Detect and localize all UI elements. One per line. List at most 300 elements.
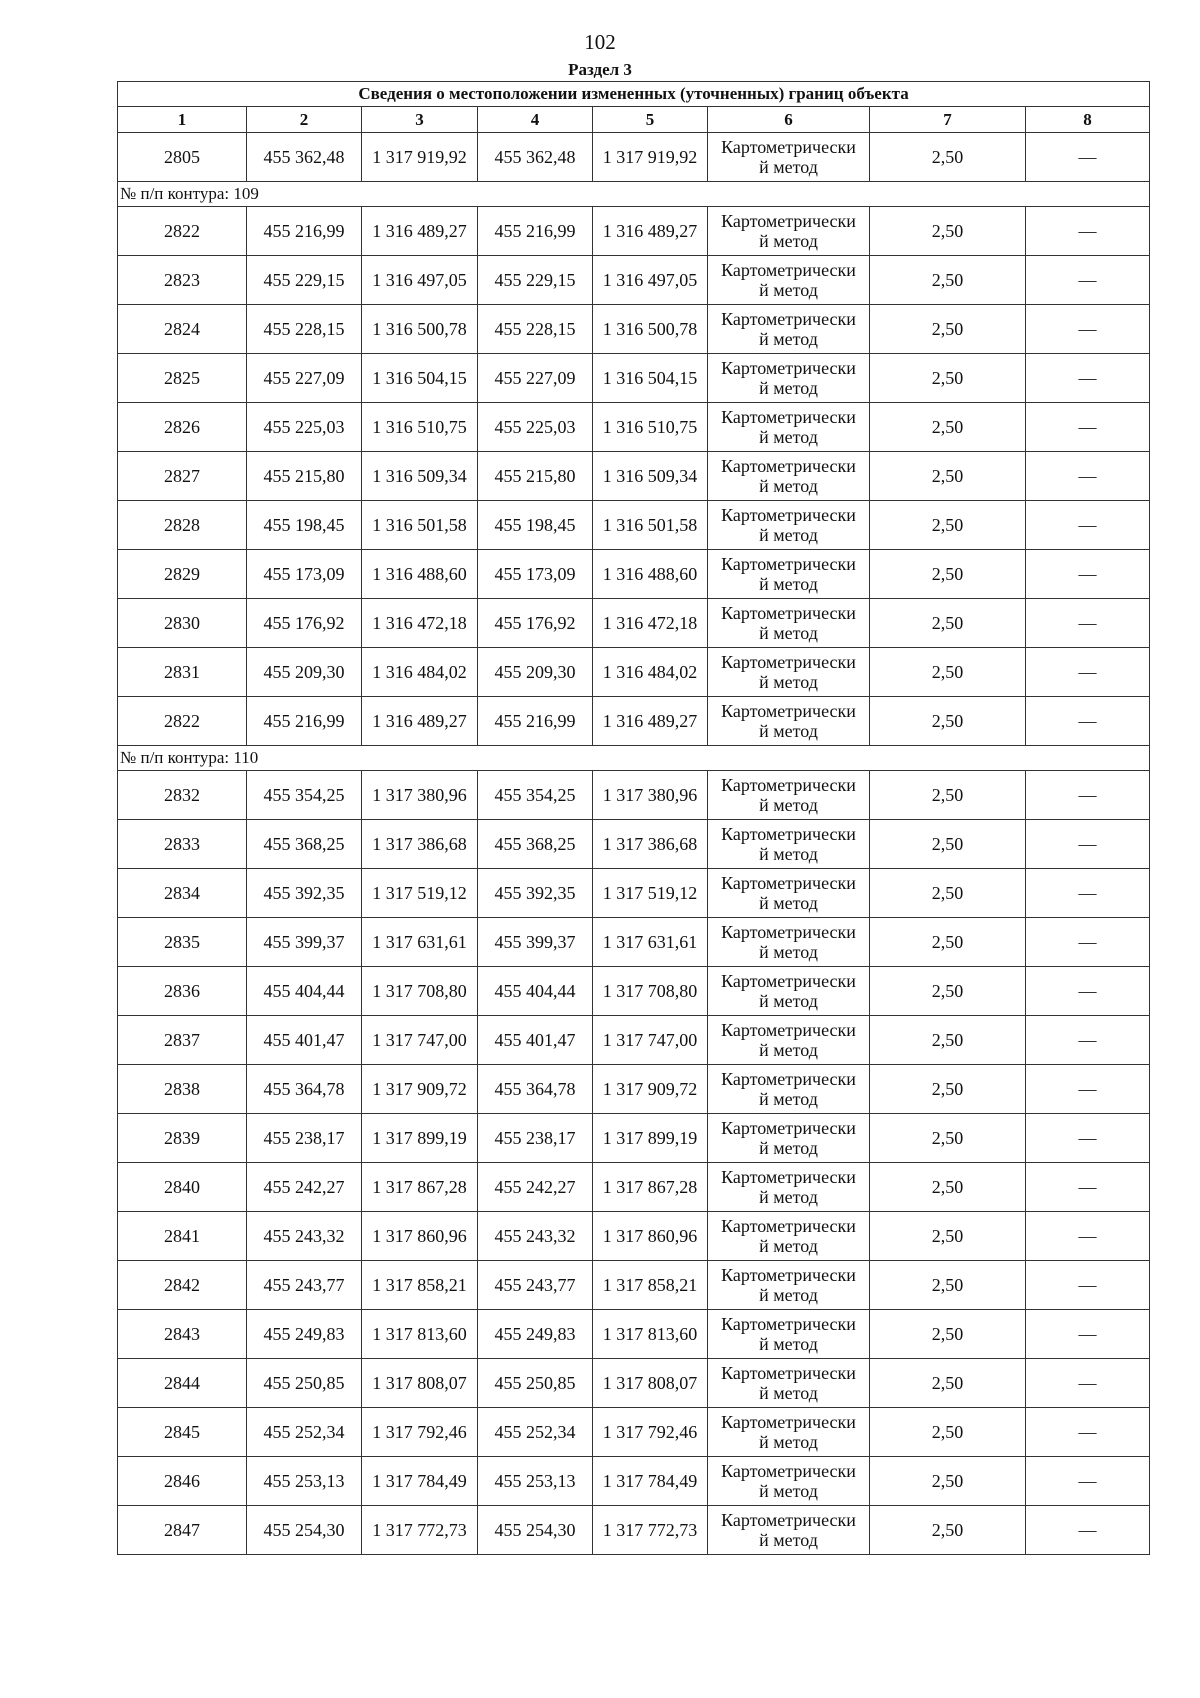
new-y: 1 317 708,80 [593,967,708,1016]
determination-method [708,697,870,746]
new-y: 1 316 510,75 [593,403,708,452]
existing-x: 455 252,34 [247,1408,362,1457]
existing-x: 455 242,27 [247,1163,362,1212]
existing-y: 1 317 519,12 [362,869,478,918]
description-dash: — [1026,967,1150,1016]
new-x: 455 404,44 [478,967,593,1016]
method-line: Картометрически [721,824,856,844]
method-line: Картометрически [721,1314,856,1334]
description-dash: — [1026,1261,1150,1310]
section-title: Раздел 3 [568,60,632,79]
new-x: 455 250,85 [478,1359,593,1408]
description-dash: — [1026,207,1150,256]
accuracy: 2,50 [870,1114,1026,1163]
method-line: й метод [759,1334,818,1354]
determination-method [708,501,870,550]
new-x: 455 243,77 [478,1261,593,1310]
new-x: 455 229,15 [478,256,593,305]
determination-method [708,820,870,869]
accuracy: 2,50 [870,1261,1026,1310]
existing-y: 1 316 489,27 [362,207,478,256]
existing-x: 455 243,32 [247,1212,362,1261]
existing-x: 455 354,25 [247,771,362,820]
accuracy: 2,50 [870,1310,1026,1359]
existing-y: 1 317 858,21 [362,1261,478,1310]
new-y: 1 317 747,00 [593,1016,708,1065]
existing-y: 1 316 472,18 [362,599,478,648]
table-row [118,207,1150,256]
point-number: 2830 [118,599,247,648]
existing-x: 455 229,15 [247,256,362,305]
determination-method [708,869,870,918]
table-row [118,305,1150,354]
accuracy: 2,50 [870,1359,1026,1408]
existing-y: 1 316 510,75 [362,403,478,452]
method-line: Картометрически [721,554,856,574]
description-dash: — [1026,133,1150,182]
existing-y: 1 317 899,19 [362,1114,478,1163]
accuracy: 2,50 [870,869,1026,918]
method-line: Картометрически [721,603,856,623]
new-y: 1 317 858,21 [593,1261,708,1310]
accuracy: 2,50 [870,967,1026,1016]
existing-y: 1 316 497,05 [362,256,478,305]
table-row [118,1261,1150,1310]
point-number: 2844 [118,1359,247,1408]
existing-y: 1 317 813,60 [362,1310,478,1359]
point-number: 2840 [118,1163,247,1212]
method-line: Картометрически [721,1412,856,1432]
description-dash: — [1026,599,1150,648]
point-number: 2847 [118,1506,247,1555]
determination-method [708,1408,870,1457]
point-number: 2823 [118,256,247,305]
method-line: й метод [759,1383,818,1403]
new-y: 1 316 500,78 [593,305,708,354]
accuracy: 2,50 [870,1457,1026,1506]
table-row [118,1310,1150,1359]
point-number: 2834 [118,869,247,918]
method-line: й метод [759,525,818,545]
point-number: 2822 [118,697,247,746]
determination-method [708,550,870,599]
determination-method [708,648,870,697]
determination-method [708,256,870,305]
new-y: 1 317 860,96 [593,1212,708,1261]
table-row [118,256,1150,305]
accuracy: 2,50 [870,1212,1026,1261]
method-line: Картометрически [721,407,856,427]
existing-x: 455 227,09 [247,354,362,403]
method-line: й метод [759,623,818,643]
existing-x: 455 173,09 [247,550,362,599]
accuracy: 2,50 [870,550,1026,599]
description-dash: — [1026,305,1150,354]
method-line: Картометрически [721,260,856,280]
description-dash: — [1026,1408,1150,1457]
table-row [118,403,1150,452]
existing-y: 1 317 792,46 [362,1408,478,1457]
new-y: 1 317 808,07 [593,1359,708,1408]
existing-y: 1 317 747,00 [362,1016,478,1065]
method-line: й метод [759,476,818,496]
accuracy: 2,50 [870,501,1026,550]
new-y: 1 317 792,46 [593,1408,708,1457]
method-line: Картометрически [721,652,856,672]
existing-x: 455 209,30 [247,648,362,697]
new-x: 455 238,17 [478,1114,593,1163]
new-x: 455 225,03 [478,403,593,452]
new-x: 455 216,99 [478,697,593,746]
accuracy: 2,50 [870,305,1026,354]
existing-y: 1 316 489,27 [362,697,478,746]
column-header: 6 [708,107,870,133]
determination-method [708,771,870,820]
contour-label [118,746,1150,771]
contour-row [118,746,1150,771]
method-line: Картометрически [721,873,856,893]
method-line: Картометрически [721,211,856,231]
method-line: й метод [759,157,818,177]
column-header: 2 [247,107,362,133]
accuracy: 2,50 [870,820,1026,869]
existing-x: 455 176,92 [247,599,362,648]
existing-y: 1 317 708,80 [362,967,478,1016]
contour-prefix: № п/п контура: [120,748,230,767]
point-number: 2829 [118,550,247,599]
table-row [118,133,1150,182]
determination-method [708,1163,870,1212]
new-y: 1 317 772,73 [593,1506,708,1555]
description-dash: — [1026,550,1150,599]
point-number: 2842 [118,1261,247,1310]
description-dash: — [1026,354,1150,403]
column-header: 4 [478,107,593,133]
existing-x: 455 401,47 [247,1016,362,1065]
new-x: 455 401,47 [478,1016,593,1065]
method-line: й метод [759,721,818,741]
method-line: й метод [759,1236,818,1256]
contour-number: 109 [233,184,259,203]
column-header: 7 [870,107,1026,133]
point-number: 2837 [118,1016,247,1065]
method-line: Картометрически [721,1461,856,1481]
method-line: й метод [759,329,818,349]
existing-y: 1 317 919,92 [362,133,478,182]
description-dash: — [1026,1016,1150,1065]
table-row [118,354,1150,403]
accuracy: 2,50 [870,256,1026,305]
accuracy: 2,50 [870,1408,1026,1457]
existing-x: 455 254,30 [247,1506,362,1555]
new-y: 1 316 472,18 [593,599,708,648]
new-y: 1 317 631,61 [593,918,708,967]
method-line: й метод [759,1481,818,1501]
determination-method [708,1457,870,1506]
accuracy: 2,50 [870,1016,1026,1065]
new-y: 1 317 519,12 [593,869,708,918]
existing-x: 455 243,77 [247,1261,362,1310]
accuracy: 2,50 [870,648,1026,697]
point-number: 2843 [118,1310,247,1359]
method-line: Картометрически [721,1069,856,1089]
existing-y: 1 316 488,60 [362,550,478,599]
method-line: Картометрически [721,775,856,795]
existing-x: 455 404,44 [247,967,362,1016]
existing-y: 1 316 500,78 [362,305,478,354]
method-line: й метод [759,991,818,1011]
existing-y: 1 316 504,15 [362,354,478,403]
existing-y: 1 316 501,58 [362,501,478,550]
column-header-row [118,107,1150,133]
column-header: 3 [362,107,478,133]
description-dash: — [1026,452,1150,501]
determination-method [708,305,870,354]
new-y: 1 316 488,60 [593,550,708,599]
method-line: Картометрически [721,1363,856,1383]
description-dash: — [1026,1457,1150,1506]
method-line: й метод [759,574,818,594]
table-row [118,967,1150,1016]
existing-x: 455 368,25 [247,820,362,869]
method-line: Картометрически [721,505,856,525]
table-row [118,501,1150,550]
existing-x: 455 215,80 [247,452,362,501]
accuracy: 2,50 [870,452,1026,501]
description-dash: — [1026,1506,1150,1555]
determination-method [708,207,870,256]
new-x: 455 227,09 [478,354,593,403]
accuracy: 2,50 [870,1506,1026,1555]
column-header: 5 [593,107,708,133]
column-header: 8 [1026,107,1150,133]
new-y: 1 316 504,15 [593,354,708,403]
new-x: 455 228,15 [478,305,593,354]
point-number: 2827 [118,452,247,501]
table-row [118,820,1150,869]
point-number: 2825 [118,354,247,403]
description-dash: — [1026,501,1150,550]
boundary-coordinates-table [117,81,1150,1555]
description-dash: — [1026,648,1150,697]
determination-method [708,1359,870,1408]
new-x: 455 215,80 [478,452,593,501]
existing-y: 1 317 380,96 [362,771,478,820]
new-x: 455 252,34 [478,1408,593,1457]
new-x: 455 176,92 [478,599,593,648]
method-line: й метод [759,672,818,692]
description-dash: — [1026,697,1150,746]
determination-method [708,452,870,501]
contour-number: 110 [233,748,259,767]
accuracy: 2,50 [870,1065,1026,1114]
existing-x: 455 362,48 [247,133,362,182]
new-x: 455 173,09 [478,550,593,599]
determination-method [708,599,870,648]
method-line: Картометрически [721,137,856,157]
point-number: 2805 [118,133,247,182]
new-y: 1 316 497,05 [593,256,708,305]
point-number: 2832 [118,771,247,820]
method-line: Картометрически [721,922,856,942]
new-y: 1 317 867,28 [593,1163,708,1212]
method-line: Картометрически [721,1216,856,1236]
existing-y: 1 317 909,72 [362,1065,478,1114]
new-x: 455 198,45 [478,501,593,550]
existing-x: 455 198,45 [247,501,362,550]
table-row [118,918,1150,967]
existing-x: 455 249,83 [247,1310,362,1359]
new-y: 1 317 919,92 [593,133,708,182]
new-x: 455 253,13 [478,1457,593,1506]
table-row [118,648,1150,697]
method-line: й метод [759,1089,818,1109]
new-y: 1 317 909,72 [593,1065,708,1114]
new-x: 455 209,30 [478,648,593,697]
description-dash: — [1026,403,1150,452]
method-line: Картометрически [721,701,856,721]
accuracy: 2,50 [870,918,1026,967]
description-dash: — [1026,1310,1150,1359]
description-dash: — [1026,1065,1150,1114]
existing-y: 1 317 631,61 [362,918,478,967]
method-line: Картометрически [721,1020,856,1040]
table-row [118,1163,1150,1212]
existing-x: 455 253,13 [247,1457,362,1506]
column-header: 1 [118,107,247,133]
existing-x: 455 228,15 [247,305,362,354]
method-line: й метод [759,280,818,300]
existing-x: 455 216,99 [247,207,362,256]
description-dash: — [1026,1114,1150,1163]
accuracy: 2,50 [870,771,1026,820]
method-line: й метод [759,844,818,864]
method-line: й метод [759,427,818,447]
existing-y: 1 316 509,34 [362,452,478,501]
point-number: 2838 [118,1065,247,1114]
table-row [118,550,1150,599]
existing-y: 1 317 808,07 [362,1359,478,1408]
new-x: 455 254,30 [478,1506,593,1555]
point-number: 2833 [118,820,247,869]
determination-method [708,1506,870,1555]
page-number: 102 [584,30,616,54]
accuracy: 2,50 [870,403,1026,452]
contour-row [118,182,1150,207]
existing-x: 455 399,37 [247,918,362,967]
method-line: Картометрически [721,1167,856,1187]
point-number: 2828 [118,501,247,550]
determination-method [708,133,870,182]
new-y: 1 316 489,27 [593,697,708,746]
determination-method [708,1114,870,1163]
point-number: 2824 [118,305,247,354]
existing-y: 1 317 386,68 [362,820,478,869]
table-row [118,599,1150,648]
method-line: й метод [759,1138,818,1158]
point-number: 2836 [118,967,247,1016]
description-dash: — [1026,1359,1150,1408]
existing-y: 1 316 484,02 [362,648,478,697]
determination-method [708,1065,870,1114]
table-row [118,1359,1150,1408]
method-line: й метод [759,795,818,815]
description-dash: — [1026,771,1150,820]
point-number: 2846 [118,1457,247,1506]
existing-y: 1 317 867,28 [362,1163,478,1212]
method-line: й метод [759,231,818,251]
new-x: 455 354,25 [478,771,593,820]
table-row [118,869,1150,918]
table-row [118,1408,1150,1457]
new-x: 455 364,78 [478,1065,593,1114]
description-dash: — [1026,918,1150,967]
description-dash: — [1026,1163,1150,1212]
table-row [118,452,1150,501]
determination-method [708,403,870,452]
description-dash: — [1026,256,1150,305]
method-line: й метод [759,1040,818,1060]
accuracy: 2,50 [870,1163,1026,1212]
point-number: 2835 [118,918,247,967]
determination-method [708,1016,870,1065]
contour-label [118,182,1150,207]
contour-prefix: № п/п контура: [120,184,230,203]
new-x: 455 216,99 [478,207,593,256]
accuracy: 2,50 [870,354,1026,403]
new-y: 1 316 509,34 [593,452,708,501]
method-line: Картометрически [721,1118,856,1138]
new-y: 1 316 484,02 [593,648,708,697]
determination-method [708,354,870,403]
new-x: 455 243,32 [478,1212,593,1261]
method-line: Картометрически [721,971,856,991]
point-number: 2831 [118,648,247,697]
accuracy: 2,50 [870,697,1026,746]
method-line: й метод [759,1187,818,1207]
existing-x: 455 225,03 [247,403,362,452]
new-x: 455 368,25 [478,820,593,869]
method-line: Картометрически [721,309,856,329]
point-number: 2841 [118,1212,247,1261]
accuracy: 2,50 [870,133,1026,182]
method-line: Картометрически [721,358,856,378]
new-x: 455 392,35 [478,869,593,918]
existing-y: 1 317 772,73 [362,1506,478,1555]
existing-x: 455 238,17 [247,1114,362,1163]
determination-method [708,1212,870,1261]
method-line: Картометрически [721,1510,856,1530]
existing-x: 455 250,85 [247,1359,362,1408]
determination-method [708,1261,870,1310]
existing-x: 455 392,35 [247,869,362,918]
new-y: 1 317 899,19 [593,1114,708,1163]
determination-method [708,918,870,967]
determination-method [708,1310,870,1359]
table-row [118,771,1150,820]
point-number: 2822 [118,207,247,256]
accuracy: 2,50 [870,599,1026,648]
existing-y: 1 317 860,96 [362,1212,478,1261]
new-y: 1 317 380,96 [593,771,708,820]
new-x: 455 249,83 [478,1310,593,1359]
new-x: 455 242,27 [478,1163,593,1212]
method-line: й метод [759,893,818,913]
table-row [118,1114,1150,1163]
new-y: 1 316 489,27 [593,207,708,256]
existing-x: 455 364,78 [247,1065,362,1114]
point-number: 2826 [118,403,247,452]
